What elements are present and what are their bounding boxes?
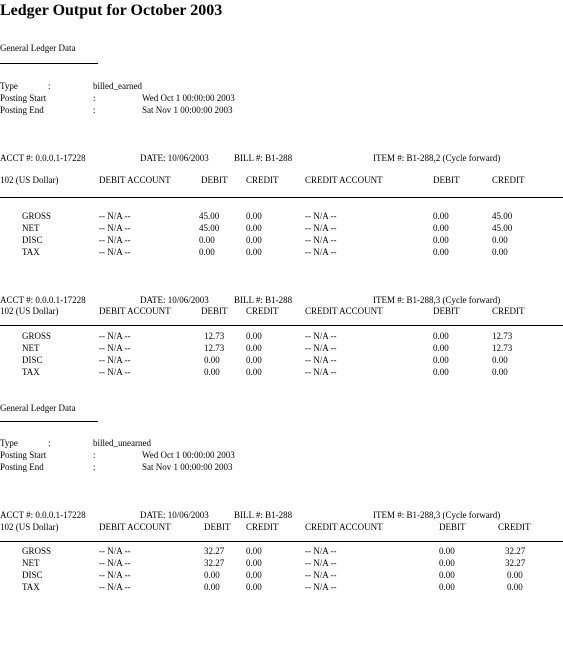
debit-value: 32.27 [204, 546, 225, 556]
gl-heading: General Ledger Data [0, 43, 76, 53]
item-number: ITEM #: B1-288,2 (Cycle forward) [373, 153, 501, 163]
debit-account: -- N/A -- [99, 331, 131, 341]
debit-account-header: DEBIT ACCOUNT [99, 175, 171, 185]
credit-account: -- N/A -- [305, 331, 337, 341]
credit-value: 0.00 [246, 343, 262, 353]
debit-header: DEBIT [201, 306, 228, 316]
gl-start-colon: : [93, 93, 96, 103]
gl-end-colon: : [93, 105, 96, 115]
header-rule [0, 197, 563, 198]
credit-value-2: 12.73 [492, 343, 513, 353]
gl-type-value: billed_earned [93, 81, 142, 91]
row-label: GROSS [22, 546, 52, 556]
credit-account-header: CREDIT ACCOUNT [305, 522, 383, 532]
page-title: Ledger Output for October 2003 [0, 2, 223, 19]
credit-value: 0.00 [246, 355, 262, 365]
credit-account: -- N/A -- [305, 546, 337, 556]
credit-value: 0.00 [246, 235, 262, 245]
row-label: GROSS [22, 331, 52, 341]
gl-type-colon: : [48, 81, 51, 91]
debit-value: 0.00 [199, 247, 215, 257]
row-label: TAX [22, 582, 40, 592]
credit-value: 0.00 [246, 367, 262, 377]
credit-account: -- N/A -- [305, 247, 337, 257]
header-rule [0, 325, 563, 326]
credit-value-2: 0.00 [492, 235, 508, 245]
credit-value: 0.00 [246, 582, 262, 592]
gl-start-colon: : [93, 450, 96, 460]
debit-account: -- N/A -- [99, 570, 131, 580]
debit-value-2: 0.00 [433, 247, 449, 257]
credit-value-2: 0.00 [492, 355, 508, 365]
acct-number: ACCT #: 0.0.0.1-17228 [0, 295, 86, 305]
debit-value-2: 0.00 [433, 331, 449, 341]
gl-type-label: Type [0, 81, 18, 91]
credit-value: 0.00 [246, 558, 262, 568]
credit-value: 0.00 [246, 331, 262, 341]
gl-end-value: Sat Nov 1 00:00:00 2003 [142, 462, 233, 472]
acct-number: ACCT #: 0.0.0.1-17228 [0, 510, 86, 520]
debit-value: 0.00 [199, 235, 215, 245]
credit-value-2: 32.27 [505, 558, 526, 568]
currency-header: 102 (US Dollar) [0, 306, 59, 316]
gl-end-colon: : [93, 462, 96, 472]
gl-start-label: Posting Start [0, 93, 47, 103]
gl-start-value: Wed Oct 1 00:00:00 2003 [142, 93, 235, 103]
credit-value-2: 0.00 [507, 582, 523, 592]
credit-header: CREDIT [246, 306, 279, 316]
debit-value: 0.00 [204, 355, 220, 365]
gl-type-label: Type [0, 438, 18, 448]
credit-header-2: CREDIT [498, 522, 531, 532]
row-label: DISC [22, 235, 43, 245]
debit-account-header: DEBIT ACCOUNT [99, 522, 171, 532]
credit-value-2: 0.00 [507, 570, 523, 580]
bill-number: BILL #: B1-288 [234, 153, 293, 163]
row-label: TAX [22, 247, 40, 257]
bill-number: BILL #: B1-288 [234, 295, 293, 305]
debit-value-2: 0.00 [439, 570, 455, 580]
debit-value: 0.00 [204, 367, 220, 377]
item-number: ITEM #: B1-288,3 (Cycle forward) [373, 295, 501, 305]
credit-value: 0.00 [246, 211, 262, 221]
debit-account: -- N/A -- [99, 558, 131, 568]
bill-number: BILL #: B1-288 [234, 510, 293, 520]
gl-type-colon: : [48, 438, 51, 448]
credit-account: -- N/A -- [305, 367, 337, 377]
debit-header-2: DEBIT [433, 175, 460, 185]
debit-value: 45.00 [199, 211, 220, 221]
gl-end-label: Posting End [0, 105, 44, 115]
debit-header: DEBIT [204, 522, 231, 532]
credit-account-header: CREDIT ACCOUNT [305, 175, 383, 185]
credit-account: -- N/A -- [305, 558, 337, 568]
posting-date: DATE: 10/06/2003 [140, 295, 209, 305]
debit-value-2: 0.00 [439, 582, 455, 592]
credit-account-header: CREDIT ACCOUNT [305, 306, 383, 316]
debit-header-2: DEBIT [439, 522, 466, 532]
credit-account: -- N/A -- [305, 570, 337, 580]
gl-type-value: billed_unearned [93, 438, 151, 448]
debit-account-header: DEBIT ACCOUNT [99, 306, 171, 316]
posting-date: DATE: 10/06/2003 [140, 510, 209, 520]
gl-start-value: Wed Oct 1 00:00:00 2003 [142, 450, 235, 460]
credit-account: -- N/A -- [305, 343, 337, 353]
credit-value-2: 45.00 [492, 223, 513, 233]
debit-account: -- N/A -- [99, 546, 131, 556]
credit-account: -- N/A -- [305, 235, 337, 245]
debit-value-2: 0.00 [433, 355, 449, 365]
credit-account: -- N/A -- [305, 355, 337, 365]
credit-header: CREDIT [246, 175, 279, 185]
item-number: ITEM #: B1-288,3 (Cycle forward) [373, 510, 501, 520]
credit-header-2: CREDIT [492, 306, 525, 316]
debit-value: 12.73 [204, 331, 225, 341]
debit-account: -- N/A -- [99, 235, 131, 245]
debit-header-2: DEBIT [433, 306, 460, 316]
debit-value: 32.27 [204, 558, 225, 568]
debit-header: DEBIT [201, 175, 228, 185]
debit-value: 12.73 [204, 343, 225, 353]
currency-header: 102 (US Dollar) [0, 522, 59, 532]
credit-value: 0.00 [246, 223, 262, 233]
row-label: DISC [22, 355, 43, 365]
credit-value: 0.00 [246, 570, 262, 580]
gl-heading: General Ledger Data [0, 403, 76, 413]
row-label: NET [22, 558, 40, 568]
gl-start-label: Posting Start [0, 450, 47, 460]
debit-value: 0.00 [204, 582, 220, 592]
credit-value: 0.00 [246, 247, 262, 257]
debit-value-2: 0.00 [433, 367, 449, 377]
gl-end-value: Sat Nov 1 00:00:00 2003 [142, 105, 233, 115]
gl-end-label: Posting End [0, 462, 44, 472]
row-label: TAX [22, 367, 40, 377]
credit-value: 0.00 [246, 546, 262, 556]
debit-account: -- N/A -- [99, 343, 131, 353]
posting-date: DATE: 10/06/2003 [140, 153, 209, 163]
credit-account: -- N/A -- [305, 582, 337, 592]
credit-account: -- N/A -- [305, 223, 337, 233]
acct-number: ACCT #: 0.0.0.1-17228 [0, 153, 86, 163]
debit-value: 45.00 [199, 223, 220, 233]
debit-value-2: 0.00 [433, 235, 449, 245]
debit-account: -- N/A -- [99, 367, 131, 377]
credit-header-2: CREDIT [492, 175, 525, 185]
credit-value-2: 0.00 [492, 247, 508, 257]
debit-value-2: 0.00 [433, 343, 449, 353]
credit-value-2: 45.00 [492, 211, 513, 221]
row-label: NET [22, 223, 40, 233]
credit-header: CREDIT [246, 522, 279, 532]
credit-account: -- N/A -- [305, 211, 337, 221]
gl-underline [0, 421, 98, 422]
debit-account: -- N/A -- [99, 223, 131, 233]
debit-value-2: 0.00 [439, 558, 455, 568]
debit-account: -- N/A -- [99, 247, 131, 257]
debit-value-2: 0.00 [433, 211, 449, 221]
row-label: DISC [22, 570, 43, 580]
debit-account: -- N/A -- [99, 211, 131, 221]
debit-value-2: 0.00 [439, 546, 455, 556]
header-rule [0, 541, 563, 542]
debit-value-2: 0.00 [433, 223, 449, 233]
credit-value-2: 32.27 [505, 546, 526, 556]
credit-value-2: 0.00 [492, 367, 508, 377]
credit-value-2: 12.73 [492, 331, 513, 341]
debit-account: -- N/A -- [99, 355, 131, 365]
debit-value: 0.00 [204, 570, 220, 580]
debit-account: -- N/A -- [99, 582, 131, 592]
gl-underline [0, 63, 98, 64]
row-label: NET [22, 343, 40, 353]
row-label: GROSS [22, 211, 52, 221]
currency-header: 102 (US Dollar) [0, 175, 59, 185]
